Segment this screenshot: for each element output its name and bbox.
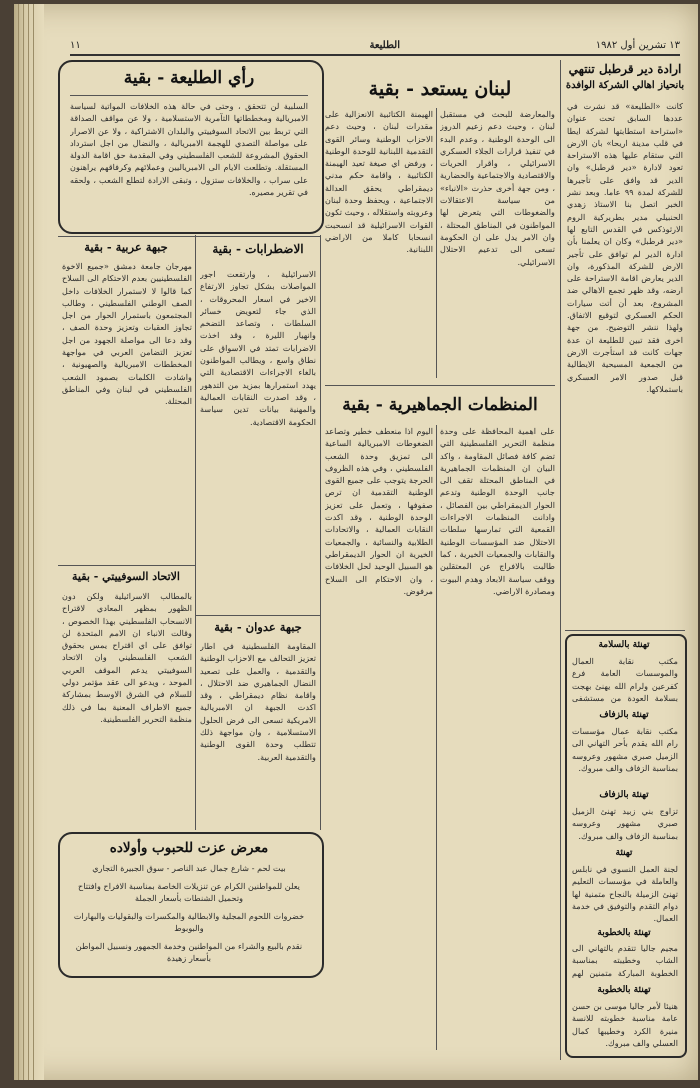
exhibition-title: معرض عزت للحبوب وأولاده [109,840,269,856]
ann-body-5: هنيئا لأمر جاليا موسى بن حسن عامة مناسبة خطوبته للانسة منيرة الكرد وخطيبها كمال العسلي والف مبروك. [572,1001,678,1048]
article-subtitle-dir-qartabil: بانحياز اهالي الشركة الوافدة [565,80,685,91]
ann-body-4: مجيم جاليا تتقدم بالتهاني الى الشاب وخطيبته بمناسبة الخطوبة المباركة متمنين لهم [572,943,678,978]
lebanon-title: لبنان يستعد - بقية [368,78,512,100]
union-title: الاتحاد السوفييتي - بقية [72,570,180,583]
ann-body-1: مكتب نقابة عمال مؤسسات رام الله يقدم بأحر التهاني الى الزميل صبري مشهور وعروسه بمناسبة الزفاف والف مبروك. [572,726,678,773]
lebanon-body-left: الهيمنة الكتائبية الانعزالية على مقدرات لبنان ، وحيث دعم الاحزاب الوطنية وسائر القوى التقدمية اللبنانية للوحدة الوطنية ، ورفض اي صيغة تعيد الهيمنة الكتائبية ، واقامة حكم مدني ديمقراطي يحقق العدالة الاجتماعية ، ويحفظ وحدة لبنان وعروبته واستقلاله ، وحيث تكون القوات الاسرائيلية قد انسحبت انسحابا كاملا من الاراضي اللبنانية. [325,109,433,255]
header-page-number: ١١ [70,40,81,51]
ann-head-0: تهنئة بالسلامة [598,640,650,650]
orgs-body-right: على اهمية المحافظة على وحدة منظمة التحرير الفلسطينية التي تضم كافة فصائل المقاومة ، واكد البيان ان المنظمات الجماهيرية في المناطق المحتلة تقف الى جانب الوحدة الوطنية وتدعم الحوار الديمقراطي بين الفصائل ، وادانت المنظمات الاجراءات القمعية التي تمارسها سلطات الاحتلال ضد المؤسسات الوطنية والنقابات والجمعيات الخيرية ، كما طالبت بالافراج عن المعتقلين ووقف سياسة الابعاد وهدم البيوت ومصادرة الاراضي. [440,426,555,596]
ann-body-0: مكتب نقابة العمال والموسسات العامة فرع كفرعين ولرام الله يهنئ بهجت بسلامة العودة من مستشفى [572,656,678,703]
orgs-body-left: اليوم اذا منعطف خطير وتصاعد الضغوطات الامبريالية الساعية الى تمزيق وحدة الشعب الفلسطيني ، وفي هذه الظروف الحرجة يتوجب على جميع القوى الوطنية التقدمية ان ترص صفوفها ، وتعمل على تعزيز الوحدة الوطنية ، وقد اكدت النقابات العمالية ، والاتحادات الطلابية والنسائية ، والجمعيات الخيرية ان الحوار الديمقراطي هو السبيل الوحيد لحل الخلافات ، وان الاحتكام الى السلاح مرفوض. [325,426,433,596]
siege-title: الاضطرابات - بقية [212,242,304,256]
arab-front-title: جبهة عربية - بقية [84,240,168,254]
union-body: بالمطالب الاسرائيلية ولكن دون الظهور بمظهر المعادي لاقتراح الانسحاب الفلسطيني بهذا الخصوص ، وقالت الانباء ان الامم المتحدة لن توافق على اي اقتراح يمس بحقوق الشعب الفلسطيني وان الاتحاد السوفييتي يدعم الموقف العربي الموحد ، ويدعو الى عقد مؤتمر دولي للسلام في الشرق الاوسط بمشاركة جميع الاطراف المعنية بما في ذلك منظمة التحرير الفلسطينية. [62,591,192,724]
page-header [70,38,680,56]
editorial-body: السلبية لن تتحقق ، وحتى في حالة هذه الخلافات المواتية لسياسة الامبريالية ومخططاتها التآمرية الاستسلامية ، ولا عن مواقف الصداقة التي تربط بين الاتحاد السوفييتي والبلدان الاشتراكية ، ولا عن الاصرار على مواصلة التصدي للهجمة الامبريالية ، والنضال من اجل استرداد الحقوق المشروعة للشعب الفلسطيني وفي المقدمة حق اقامة الدولة المستقلة. وتطلعت الايام الى الامبرياليين وعملائهم وكرفاقهم يراهنون على سراب ، والخلافات ستزول ، وتبقى الارادة لتطلع الشعب ، ولحقه في تقرير مصيره. [70,101,308,198]
ann-head-1: تهنئة بالزفاف [599,710,649,720]
ann-head-3: تهنئة [615,848,633,858]
exhibition-line-3: نقدم بالبيع والشراء من المواطنين وخدمة الجمهور ونسبيل المواطن بأسعار زهيدة [75,941,303,964]
orgs-title: المنظمات الجماهيرية - بقية [342,395,538,415]
article-body-dir-qartabil: كانت «الطليعة» قد نشرت في عددها السابق تحت عنوان «استراحة استطابتها لشركة ايطا في قلب مدينة اريحا» بان الارض التي ستقام عليها هذه الاستراحة تعود لادارة «دير قرطبل» وان الدير قد وافق على تأجيرها للشركة لمدة ٩٩ عاما. وبعد نشر الخبر اتصل بنا الاستاذ زهدي الحنبيلي مدير بطريركية الروم الارثوذكس في القدس التابع لها «دير قرطبل» وكان ان يعلمنا بأن ادارة الدير لم توافق على تأجير الارض للشركة المذكورة، وان الدير يعارض اقامة الاستراحة على ارضه، وقد ظهر تجمع الاهالي ضد المشروع، بعد أن أتت سيارات الحكم العسكري لتوقيع الاتفاق. ولهذا ننشر التوضيح. من جهة اخرى فقد تبين للطليعة ان عدة جهات كانت قد استأجرت الارض من الجمعية المسيحية الايطالية قبل صدور الامر العسكري باستملاكها. [567,101,683,394]
freedom-front-body: المقاومة الفلسطينية في اطار تعزيز التحالف مع الاحزاب الوطنية والتقدمية ، والعمل على تصعيد النضال الجماهيري ضد الاحتلال ، واقامة نظام ديمقراطي ، وقد اكدت الجبهة ان الامبريالية الامريكية تسعى الى فرض الحلول الاستسلامية ، وان مواجهة ذلك تتطلب وحدة القوى الوطنية والتقدمية العربية. [200,641,316,762]
ann-head-4: تهنئة بالخطوبة [597,928,651,938]
page-binding [14,4,44,1080]
article-title-dir-qartabil: ارادة دير قرطبل تنتهي [568,62,682,76]
arab-front-body: مهرجان جامعة دمشق «جميع الاخوة الفلسطينيين بعدم الاحتكام الى السلاح كما قالوا لا لاستمرار الخلافات داخل الصف الوطني الفلسطيني ، وطالب المجتمعون باستمرار الحوار من اجل تجاوز العقبات وتعزيز وحدة الصف ، وقد دعا الى مواصلة الجهود من اجل تعزيز التضامن العربي في مواجهة المخططات الامبريالية والصهيونية ، واشادت الكلمات بصمود الشعب الفلسطيني في لبنان وفي المناطق المحتلة. [62,261,192,407]
ann-body-2: تزاوج بني زبيد تهنئ الزميل صبري مشهور وعروسه بمناسبة الزفاف والف مبروك. [572,806,678,841]
ann-head-5: تهنئة بالخطوبة [597,985,651,995]
ann-head-2: تهنئة بالزفاف [599,790,649,800]
exhibition-line-2: خضروات اللحوم المجلية والابطالية والمكسرات والبقوليات والبهارات والبوبوط [73,911,305,934]
editorial-title: رأي الطليعة - بقية [123,68,255,88]
header-paper-name: الطليعة [369,40,400,51]
exhibition-line-1: يعلن للمواطنين الكرام عن تنزيلات الخاصة بمناسبة الافراح وافتتاح وتحميل الشنطات بأسعار الجملة [78,881,300,904]
freedom-front-title: جبهة عدوان - بقية [214,620,302,634]
ann-body-3: لجنة العمل النسوي في نابلس والعاملة في مؤسسات التعليم تهنئ الزميلة بالنجاح متمنية لها دوام التقدم والتوفيق في خدمة العمال. [572,864,678,923]
header-date: ١٣ تشرين أول ١٩٨٢ [595,40,680,51]
lebanon-body-right: والمعارضة للبحث في مستقبل لبنان ، وحيث دعم زعيم الدروز الى الوحدة الوطنية ، وعدم البدء في تنفيذ قرارات الجلاء العسكري الاسرائيلي ، واقرار الحريات والاقتصادية والاجتماعية والحضارية ، ومن جهة أخرى حذرت «الانباء» من سياسة الاعتقالات والضغوطات التي يتعرض لها المواطنون في المناطق المحتلة ، وان الامر يدل على ان الحكومة تسعى الى تدعيم الاحتلال الاسرائيلي. [440,109,555,267]
exhibition-line-0: بيت لحم - شارع جمال عبد الناصر - سوق الجبيرة التجاري [92,863,286,873]
siege-body: الاسرائيلية ، وارتفعت اجور المواصلات بشكل تجاوز الارتفاع الاخير في اسعار المحروقات ، الذي جاء لتعويض خسائر السلطات ، وتصاعد التضخم وانهيار الليرة ، وقد اخذت الاضرابات تمتد في الاسواق على نطاق واسع ، ويطالب المواطنون بالغاء الاجراءات الاقتصادية التي يهدد استمرارها بمزيد من التدهور ، وقد اصدرت النقابات العمالية والمهنية بيانات تدين سياسة الحكومة الاقتصادية. [200,269,316,427]
